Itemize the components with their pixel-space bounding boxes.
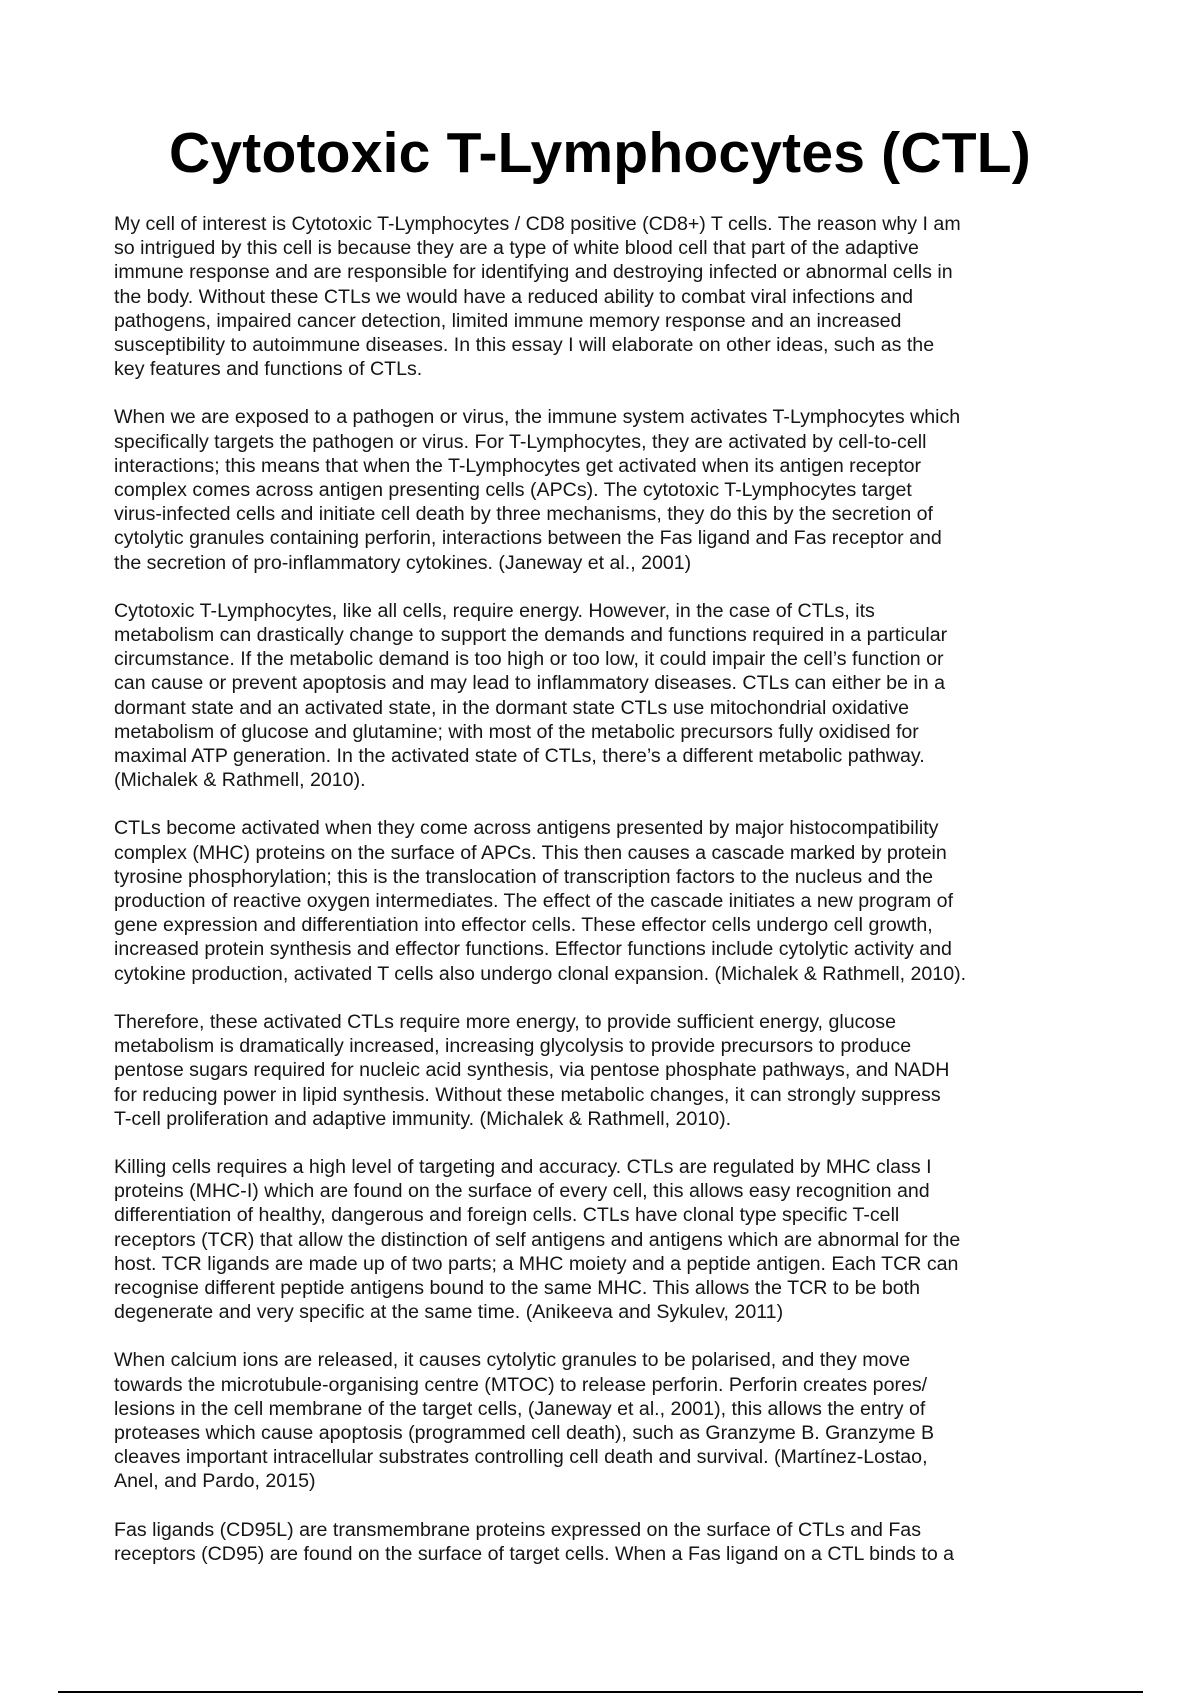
footer-divider xyxy=(58,1691,1143,1693)
paragraph-mhc-activation: CTLs become activated when they come across antigens presented by major histocompatibility complex (MHC) proteins on the surface of APCs. This then causes a cascade marked by protein tyrosine phosphorylation; this is the translocation of transcription factors to the nucleus and the production of reactive oxygen intermediates. The effect of the cascade initiates a new program of gene expression and differentiation into effector cells. These effector cells undergo cell growth, increased protein synthesis and effector functions. Effector functions include cytolytic activity and cytokine production, activated T cells also undergo clonal expansion. (Michalek & Rathmell, 2010). xyxy=(114,817,967,985)
paragraph-energy: Cytotoxic T-Lymphocytes, like all cells, require energy. However, in the case of CTLs, its metabolism can drastically change to support the demands and functions required in a particular circumstance. If the metabolic demand is too high or too low, it could impair the cell’s function or can cause or prevent apoptosis and may lead to inflammatory diseases. CTLs can either be in a dormant state and an activated state, in the dormant state CTLs use mitochondrial oxidative metabolism of glucose and glutamine; with most of the metabolic precursors fully oxidised for maximal ATP generation. In the activated state of CTLs, there’s a different metabolic pathway. (Michalek & Rathmell, 2010). xyxy=(114,599,948,792)
paragraph-introduction: My cell of interest is Cytotoxic T-Lymphocytes / CD8 positive (CD8+) T cells. The reason why I am so intrigued by this cell is because they are a type of white blood cell that part of the adaptive immune response and are responsible for identifying and destroying infected or abnormal cells in the body. Without these CTLs we would have a reduced ability to combat viral infections and pathogens, impaired cancer detection, limited immune memory response and an increased susceptibility to autoimmune diseases. In this essay I will elaborate on other ideas, such as the key features and functions of CTLs. xyxy=(114,213,961,381)
paragraph-activation: When we are exposed to a pathogen or virus, the immune system activates T-Lymphocytes which specifically targets the pathogen or virus. For T-Lymphocytes, they are activated by cell-to-cell interactions; this means that when the T-Lymphocytes get activated when its antigen receptor complex comes across antigen presenting cells (APCs). The cytotoxic T-Lymphocytes target virus-infected cells and initiate cell death by three mechanisms, they do this by the secretion of cytolytic granules containing perforin, interactions between the Fas ligand and Fas receptor and the secretion of pro-inflammatory cytokines. (Janeway et al., 2001) xyxy=(114,406,961,574)
document-body xyxy=(114,212,1124,1590)
paragraph-glucose-metabolism: Therefore, these activated CTLs require more energy, to provide sufficient energy, glucose metabolism is dramatically increased, increasing glycolysis to provide precursors to produce pentose sugars required for nucleic acid synthesis, via pentose phosphate pathways, and NADH for reducing power in lipid synthesis. Without these metabolic changes, it can strongly suppress T-cell proliferation and adaptive immunity. (Michalek & Rathmell, 2010). xyxy=(114,1010,950,1130)
paragraph-perforin: When calcium ions are released, it causes cytolytic granules to be polarised, and they move towards the microtubule-organising centre (MTOC) to release perforin. Perforin creates pores/ lesions in the cell membrane of the target cells, (Janeway et al., 2001), this allows the entry of proteases which cause apoptosis (programmed cell death), such as Granzyme B. Granzyme B cleaves important intracellular substrates controlling cell death and survival. (Martínez-Lostao, Anel, and Pardo, 2015) xyxy=(114,1349,935,1493)
paragraph-targeting: Killing cells requires a high level of targeting and accuracy. CTLs are regulated by MHC class I proteins (MHC-I) which are found on the surface of every cell, this allows easy recognition and differentiation of healthy, dangerous and foreign cells. CTLs have clonal type specific T-cell receptors (TCR) that allow the distinction of self antigens and antigens which are abnormal for the host. TCR ligands are made up of two parts; a MHC moiety and a peptide antigen. Each TCR can recognise different peptide antigens bound to the same MHC. This allows the TCR to be both degenerate and very specific at the same time. (Anikeeva and Sykulev, 2011) xyxy=(114,1155,961,1324)
paragraph-fas-ligand: Fas ligands (CD95L) are transmembrane proteins expressed on the surface of CTLs and Fas receptors (CD95) are found on the surface of target cells. When a Fas ligand on a CTL binds to a xyxy=(114,1518,955,1565)
document-title: Cytotoxic T-Lymphocytes (CTL) xyxy=(169,121,1031,185)
